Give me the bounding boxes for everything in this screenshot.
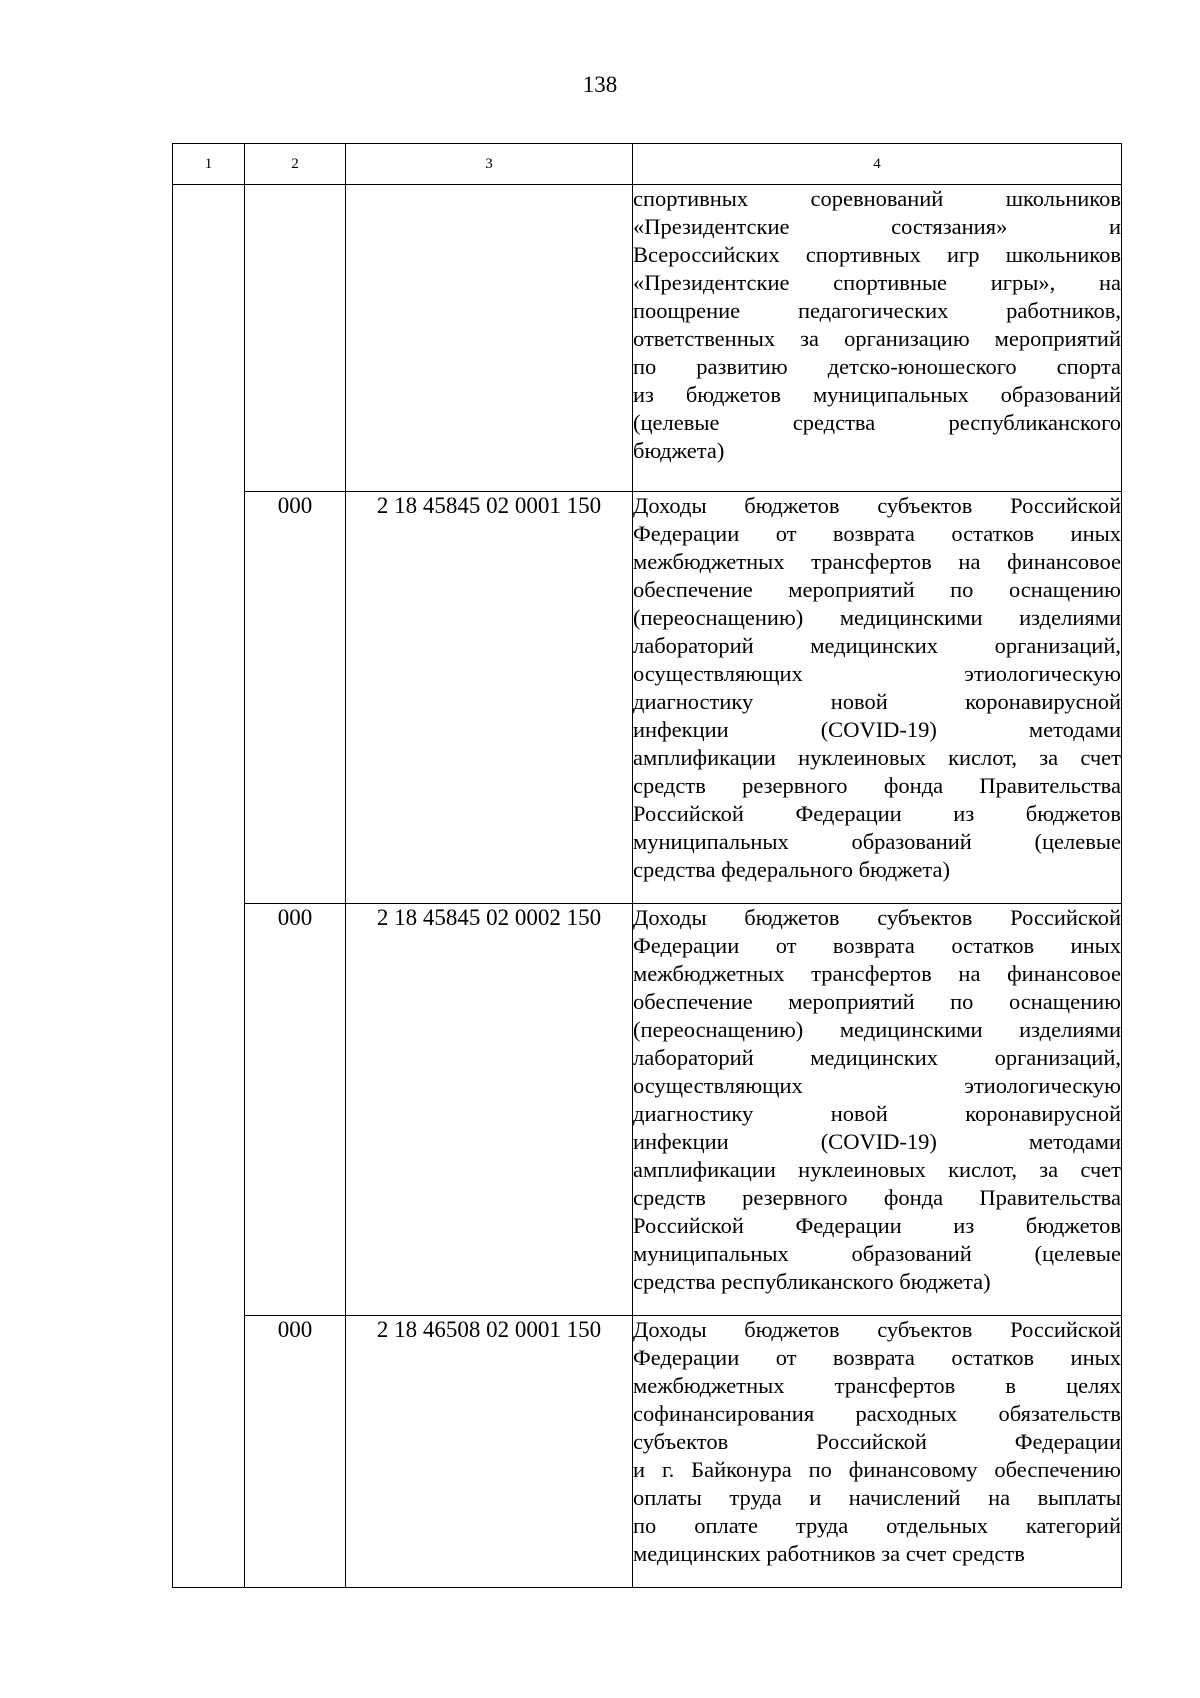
description-line: амплификации нуклеиновых кислот, за счет	[633, 745, 1121, 770]
description-line: осуществляющих этиологическую	[633, 661, 1121, 686]
description-line: «Президентские состязания» и	[633, 214, 1121, 239]
description-line: бюджета)	[633, 438, 725, 463]
description-line: софинансирования расходных обязательств	[633, 1401, 1121, 1426]
description-line: Федерации от возврата остатков иных	[633, 1345, 1121, 1370]
description-line: лабораторий медицинских организаций,	[633, 1045, 1121, 1070]
description-line: Доходы бюджетов субъектов Российской	[633, 493, 1121, 518]
description-line: Федерации от возврата остатков иных	[633, 521, 1121, 546]
description-line: межбюджетных трансфертов на финансовое	[633, 961, 1121, 986]
description-line: муниципальных образований (целевые	[633, 829, 1121, 854]
column-header: 2	[245, 144, 346, 185]
income-code-cell: 2 18 45845 02 0002 150	[346, 904, 633, 1316]
description-line: (целевые средства республиканского	[633, 410, 1121, 435]
description-line: муниципальных образований (целевые	[633, 1241, 1121, 1266]
page-number: 138	[582, 72, 618, 97]
description-line: (переоснащению) медицинскими изделиями	[633, 1017, 1121, 1042]
description-line: диагностику новой коронавирусной	[633, 1101, 1121, 1126]
income-code-cell: 2 18 46508 02 0001 150	[346, 1316, 633, 1588]
admin-code-cell	[245, 185, 346, 492]
description-line: инфекции (COVID-19) методами	[633, 717, 1121, 742]
table-row	[173, 185, 1122, 492]
description-line: средств резервного фонда Правительства	[633, 773, 1121, 798]
description-line: спортивных соревнований школьников	[633, 186, 1121, 211]
description-line: «Президентские спортивные игры», на	[633, 270, 1121, 295]
budget-codes-table	[172, 143, 1122, 1588]
table-header-row	[173, 144, 1122, 185]
admin-code-cell: 000	[245, 492, 346, 904]
description-line: субъектов Российской Федерации	[633, 1429, 1121, 1454]
description-line: Доходы бюджетов субъектов Российской	[633, 1317, 1121, 1342]
description-line: по оплате труда отдельных категорий	[633, 1513, 1121, 1538]
description-line: и г. Байконура по финансовому обеспечению	[633, 1457, 1121, 1482]
admin-code-cell: 000	[245, 1316, 346, 1588]
description-line: оплаты труда и начислений на выплаты	[633, 1485, 1121, 1510]
column-header: 3	[346, 144, 633, 185]
description-line: диагностику новой коронавирусной	[633, 689, 1121, 714]
description-cell	[633, 185, 1122, 492]
column-header: 1	[173, 144, 245, 185]
description-line: средств резервного фонда Правительства	[633, 1185, 1121, 1210]
income-code-cell	[346, 185, 633, 492]
description-line: поощрение педагогических работников,	[633, 298, 1121, 323]
description-cell	[633, 1316, 1122, 1588]
description-line: средства республиканского бюджета)	[633, 1269, 991, 1294]
description-line: амплификации нуклеиновых кислот, за счет	[633, 1157, 1121, 1182]
column-header: 4	[633, 144, 1122, 185]
income-code-cell: 2 18 45845 02 0001 150	[346, 492, 633, 904]
description-line: ответственных за организацию мероприятий	[633, 326, 1121, 351]
description-line: (переоснащению) медицинскими изделиями	[633, 605, 1121, 630]
description-line: межбюджетных трансфертов в целях	[633, 1373, 1121, 1398]
description-line: инфекции (COVID-19) методами	[633, 1129, 1121, 1154]
description-line: Российской Федерации из бюджетов	[633, 1213, 1121, 1238]
table-row	[173, 492, 1122, 904]
table-row	[173, 904, 1122, 1316]
description-cell	[633, 904, 1122, 1316]
description-line: обеспечение мероприятий по оснащению	[633, 577, 1121, 602]
description-line: Доходы бюджетов субъектов Российской	[633, 905, 1121, 930]
description-line: межбюджетных трансфертов на финансовое	[633, 549, 1121, 574]
description-cell	[633, 492, 1122, 904]
admin-code-cell: 000	[245, 904, 346, 1316]
description-line: медицинских работников за счет средств	[633, 1541, 1025, 1566]
description-line: Федерации от возврата остатков иных	[633, 933, 1121, 958]
description-line: обеспечение мероприятий по оснащению	[633, 989, 1121, 1014]
description-line: осуществляющих этиологическую	[633, 1073, 1121, 1098]
description-line: средства федерального бюджета)	[633, 857, 950, 882]
description-line: из бюджетов муниципальных образований	[633, 382, 1121, 407]
description-line: Всероссийских спортивных игр школьников	[633, 242, 1121, 267]
table-row	[173, 1316, 1122, 1588]
description-line: лабораторий медицинских организаций,	[633, 633, 1121, 658]
description-line: по развитию детско-юношеского спорта	[633, 354, 1121, 379]
column-1-cell	[173, 185, 245, 1588]
description-line: Российской Федерации из бюджетов	[633, 801, 1121, 826]
